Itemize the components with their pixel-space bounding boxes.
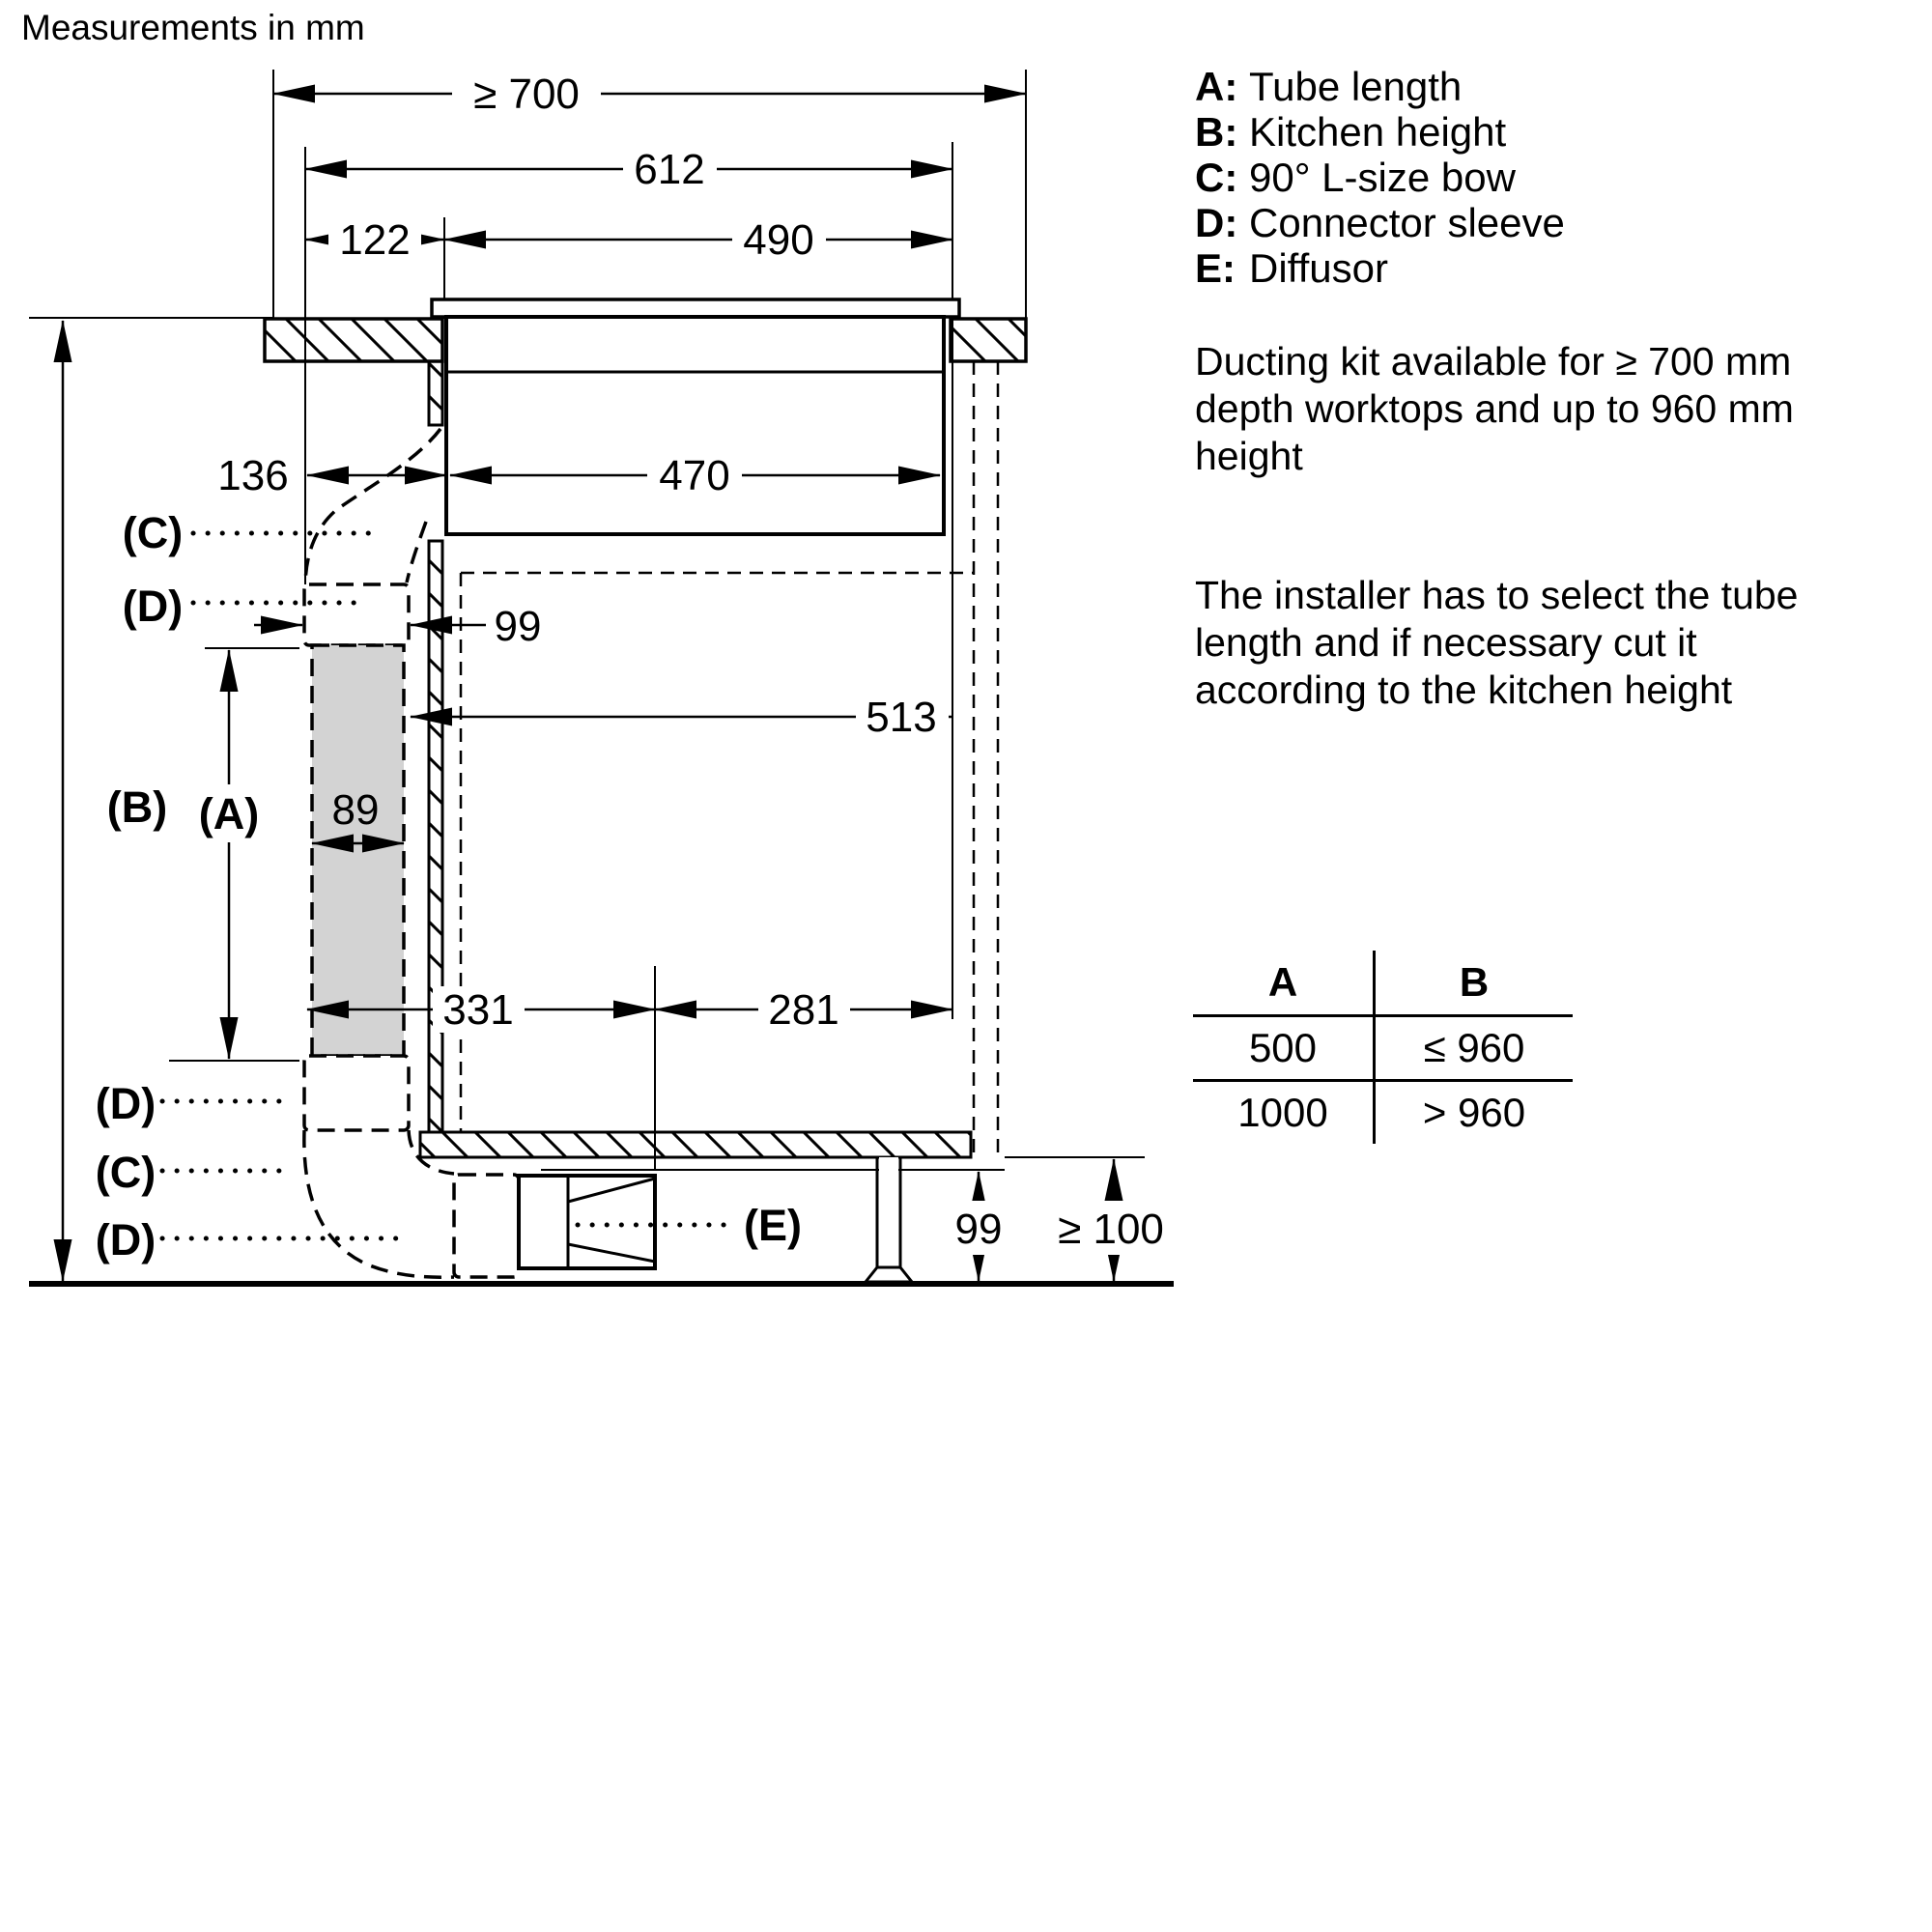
legend-item-a xyxy=(1195,64,1565,109)
legend-item-b xyxy=(1195,109,1565,155)
note-installer xyxy=(1195,572,1798,714)
table-cell-a: 1000 xyxy=(1193,1081,1375,1145)
connector-sleeve-bottom xyxy=(304,1056,409,1130)
table-row xyxy=(1193,1016,1573,1081)
hob-glass-top xyxy=(432,299,959,317)
note-line: The installer has to select the tube xyxy=(1195,573,1799,617)
dim-122: 122 xyxy=(339,216,411,264)
callout-C-bottom: (C) xyxy=(95,1148,156,1197)
dim-700: ≥ 700 xyxy=(473,71,580,118)
diffusor xyxy=(519,1176,655,1268)
hob-body xyxy=(446,317,944,534)
dim-99-top: 99 xyxy=(494,603,542,650)
note-ducting-kit xyxy=(1195,338,1794,480)
callout-D-mid: (D) xyxy=(95,1079,156,1128)
extension-lines xyxy=(29,70,1145,1170)
dim-331: 331 xyxy=(442,986,514,1034)
note-line: according to the kitchen height xyxy=(1195,668,1733,712)
legend-label-c: 90° L-size bow xyxy=(1249,155,1516,200)
table-cell-a: 500 xyxy=(1193,1016,1375,1081)
page-title: Measurements in mm xyxy=(21,8,365,47)
dim-490: 490 xyxy=(743,216,814,264)
table-cell-b: ≤ 960 xyxy=(1375,1016,1574,1081)
cabinet-leg xyxy=(866,1157,912,1282)
legend xyxy=(1195,64,1565,291)
cabinet-panel-stub xyxy=(429,361,442,425)
note-line: length and if necessary cut it xyxy=(1195,620,1697,665)
table-row xyxy=(1193,1081,1573,1145)
legend-key-e: E: xyxy=(1195,245,1236,291)
worktop-right xyxy=(951,319,1026,361)
note-line: Ducting kit available for ≥ 700 mm xyxy=(1195,339,1792,384)
note-line: depth worktops and up to 960 mm xyxy=(1195,386,1794,431)
dim-470: 470 xyxy=(659,452,730,499)
callout-D-top: (D) xyxy=(122,582,184,631)
dim-100: ≥ 100 xyxy=(1058,1206,1164,1253)
callout-C-top: (C) xyxy=(122,508,184,557)
legend-key-c: C: xyxy=(1195,155,1238,200)
worktop-left xyxy=(265,319,442,361)
legend-key-b: B: xyxy=(1195,109,1238,155)
dim-99-bottom: 99 xyxy=(954,1206,1003,1253)
callout-D-bottom: (D) xyxy=(95,1215,156,1264)
dim-513: 513 xyxy=(866,694,937,741)
legend-key-a: A: xyxy=(1195,64,1238,109)
connector-sleeve-top xyxy=(304,584,409,645)
dim-89: 89 xyxy=(331,786,380,834)
legend-label-b: Kitchen height xyxy=(1249,109,1507,155)
dim-136: 136 xyxy=(217,452,289,499)
callout-B: (B) xyxy=(106,782,168,832)
legend-label-a: Tube length xyxy=(1249,64,1463,109)
bow-top-outer xyxy=(305,429,440,583)
legend-item-d xyxy=(1195,200,1565,245)
installation-diagram xyxy=(0,0,1256,1352)
leg-foot xyxy=(866,1267,912,1282)
tube-length-table xyxy=(1193,951,1573,1144)
cabinet-side-panel xyxy=(429,541,442,1132)
cabinet-bottom-panel xyxy=(420,1132,971,1157)
legend-key-d: D: xyxy=(1195,200,1238,245)
table-cell-b: > 960 xyxy=(1422,1090,1526,1135)
tube xyxy=(312,645,404,1056)
table-header-a: A xyxy=(1193,951,1375,1016)
bow-top-inner xyxy=(407,522,426,582)
callout-E: (E) xyxy=(744,1201,802,1250)
table-header-b: B xyxy=(1375,951,1574,1016)
legend-item-e xyxy=(1195,245,1565,291)
note-line: height xyxy=(1195,434,1303,478)
legend-item-c xyxy=(1195,155,1565,200)
legend-label-e: Diffusor xyxy=(1249,245,1388,291)
connector-sleeve-diffusor xyxy=(454,1175,519,1277)
dim-612: 612 xyxy=(634,146,705,193)
diffusor-box xyxy=(519,1176,655,1268)
legend-label-d: Connector sleeve xyxy=(1249,200,1565,245)
table-header-row xyxy=(1193,951,1573,1016)
callout-A: (A) xyxy=(198,789,260,838)
dim-281: 281 xyxy=(768,986,839,1034)
